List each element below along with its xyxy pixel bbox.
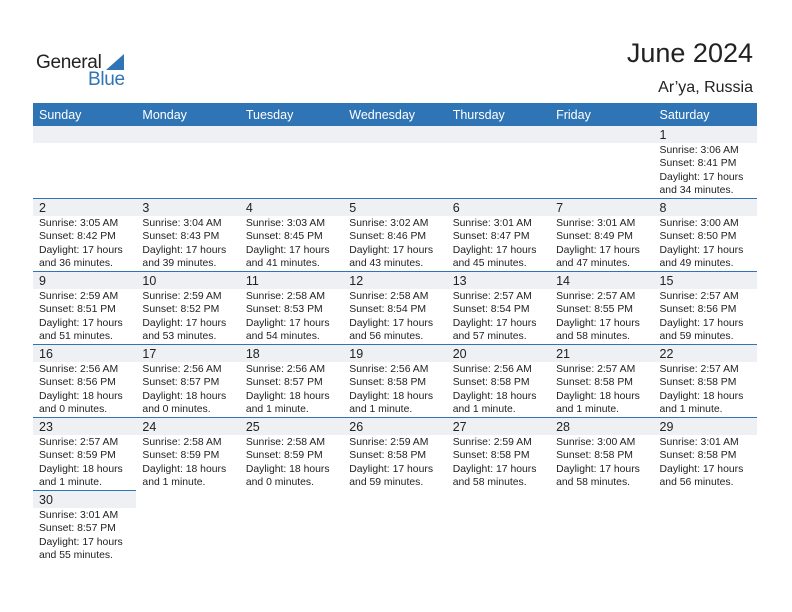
sunset-text: Sunset: 8:58 PM xyxy=(452,377,530,389)
weekday-header: Monday xyxy=(136,103,239,126)
empty-day-strip xyxy=(240,126,343,143)
sunset-text: Sunset: 8:57 PM xyxy=(245,377,323,389)
day-number: 8 xyxy=(654,199,757,216)
daylight-text: Daylight: 17 hours xyxy=(245,317,330,329)
daylight-text: and 0 minutes. xyxy=(142,403,211,415)
day-cell xyxy=(343,345,446,418)
day-cell xyxy=(136,345,239,418)
day-number: 11 xyxy=(240,272,343,289)
logo xyxy=(36,52,146,92)
day-cell xyxy=(33,491,136,564)
week-row xyxy=(33,272,757,345)
day-info xyxy=(240,289,343,343)
sunset-text: Sunset: 8:58 PM xyxy=(349,377,427,389)
sunrise-text: Sunrise: 2:59 AM xyxy=(349,437,429,448)
day-number: 9 xyxy=(33,272,136,289)
sunrise-text: Sunrise: 3:01 AM xyxy=(39,510,119,521)
sunrise-text: Sunrise: 2:57 AM xyxy=(659,291,739,302)
empty-day-cell xyxy=(550,491,653,564)
day-cell xyxy=(447,345,550,418)
daylight-text: Daylight: 17 hours xyxy=(39,244,123,256)
daylight-text: and 1 minute. xyxy=(556,403,620,415)
daylight-text: Daylight: 17 hours xyxy=(142,317,227,329)
daylight-text: Daylight: 17 hours xyxy=(39,317,123,329)
day-cell xyxy=(550,199,653,272)
sunrise-text: Sunrise: 2:57 AM xyxy=(659,364,739,375)
daylight-text: Daylight: 17 hours xyxy=(659,317,744,329)
day-number: 16 xyxy=(33,345,136,362)
daylight-text: and 1 minute. xyxy=(245,403,309,415)
day-number: 10 xyxy=(136,272,239,289)
day-number: 6 xyxy=(447,199,550,216)
empty-day-strip xyxy=(447,491,550,508)
sunset-text: Sunset: 8:54 PM xyxy=(452,304,530,316)
day-info xyxy=(33,435,136,489)
sunset-text: Sunset: 8:58 PM xyxy=(659,450,737,462)
daylight-text: Daylight: 17 hours xyxy=(659,171,744,183)
sunset-text: Sunset: 8:47 PM xyxy=(452,231,530,243)
sunrise-text: Sunrise: 3:00 AM xyxy=(556,437,636,448)
weekday-header: Sunday xyxy=(33,103,136,126)
daylight-text: Daylight: 18 hours xyxy=(556,390,640,402)
week-row xyxy=(33,491,757,564)
sunrise-text: Sunrise: 3:01 AM xyxy=(452,218,532,229)
daylight-text: Daylight: 17 hours xyxy=(452,463,537,475)
weekday-header: Thursday xyxy=(447,103,550,126)
empty-day-strip xyxy=(343,126,446,143)
sunrise-text: Sunrise: 2:56 AM xyxy=(39,364,119,375)
day-info xyxy=(136,289,239,343)
sunrise-text: Sunrise: 2:58 AM xyxy=(349,291,429,302)
day-number: 15 xyxy=(654,272,757,289)
day-cell xyxy=(447,418,550,491)
sunrise-text: Sunrise: 3:03 AM xyxy=(245,218,325,229)
day-cell xyxy=(33,199,136,272)
daylight-text: and 53 minutes. xyxy=(142,330,217,342)
empty-day-cell xyxy=(550,126,653,199)
day-cell xyxy=(343,418,446,491)
sunrise-text: Sunrise: 3:01 AM xyxy=(659,437,739,448)
weekday-header: Tuesday xyxy=(240,103,343,126)
daylight-text: and 1 minute. xyxy=(349,403,413,415)
daylight-text: and 0 minutes. xyxy=(245,476,315,488)
day-cell xyxy=(240,272,343,345)
day-number: 13 xyxy=(447,272,550,289)
day-cell xyxy=(447,272,550,345)
location-label: Ar’ya, Russia xyxy=(658,79,753,96)
empty-day-cell xyxy=(136,491,239,564)
day-cell xyxy=(654,418,757,491)
daylight-text: Daylight: 17 hours xyxy=(245,244,330,256)
sunrise-text: Sunrise: 2:59 AM xyxy=(452,437,532,448)
day-info xyxy=(33,289,136,343)
daylight-text: and 43 minutes. xyxy=(349,257,424,269)
sunrise-text: Sunrise: 2:56 AM xyxy=(452,364,532,375)
logo-triangle-icon xyxy=(106,54,124,70)
sunrise-text: Sunrise: 2:56 AM xyxy=(349,364,429,375)
daylight-text: Daylight: 18 hours xyxy=(659,390,744,402)
daylight-text: Daylight: 17 hours xyxy=(349,317,434,329)
day-info xyxy=(33,508,136,562)
daylight-text: Daylight: 17 hours xyxy=(452,244,537,256)
daylight-text: Daylight: 17 hours xyxy=(39,536,123,548)
day-number: 2 xyxy=(33,199,136,216)
day-cell xyxy=(654,199,757,272)
day-info xyxy=(136,362,239,416)
daylight-text: Daylight: 17 hours xyxy=(349,244,434,256)
weekday-header: Friday xyxy=(550,103,653,126)
daylight-text: Daylight: 17 hours xyxy=(659,463,744,475)
sunset-text: Sunset: 8:51 PM xyxy=(39,304,116,316)
day-cell xyxy=(240,199,343,272)
daylight-text: Daylight: 18 hours xyxy=(349,390,434,402)
daylight-text: and 45 minutes. xyxy=(452,257,527,269)
sunset-text: Sunset: 8:59 PM xyxy=(39,450,116,462)
sunrise-text: Sunrise: 2:58 AM xyxy=(245,291,325,302)
sunrise-text: Sunrise: 2:58 AM xyxy=(245,437,325,448)
day-info xyxy=(343,216,446,270)
day-info xyxy=(654,362,757,416)
sunrise-text: Sunrise: 2:57 AM xyxy=(452,291,532,302)
daylight-text: and 1 minute. xyxy=(659,403,723,415)
day-number: 7 xyxy=(550,199,653,216)
daylight-text: Daylight: 18 hours xyxy=(245,463,330,475)
day-number: 26 xyxy=(343,418,446,435)
day-number: 30 xyxy=(33,491,136,508)
week-row xyxy=(33,199,757,272)
daylight-text: Daylight: 17 hours xyxy=(659,244,744,256)
daylight-text: and 59 minutes. xyxy=(349,476,424,488)
daylight-text: Daylight: 18 hours xyxy=(39,463,123,475)
weekday-header-row xyxy=(33,103,757,126)
calendar-table xyxy=(33,103,757,563)
daylight-text: Daylight: 18 hours xyxy=(452,390,537,402)
daylight-text: and 39 minutes. xyxy=(142,257,217,269)
day-info xyxy=(33,216,136,270)
weekday-header: Saturday xyxy=(654,103,757,126)
day-number: 23 xyxy=(33,418,136,435)
day-cell xyxy=(654,272,757,345)
daylight-text: Daylight: 18 hours xyxy=(39,390,123,402)
day-info xyxy=(240,362,343,416)
day-info xyxy=(240,435,343,489)
sunrise-text: Sunrise: 2:59 AM xyxy=(142,291,222,302)
sunrise-text: Sunrise: 3:05 AM xyxy=(39,218,119,229)
sunset-text: Sunset: 8:58 PM xyxy=(349,450,427,462)
logo-text-blue: Blue xyxy=(88,69,125,90)
day-number: 27 xyxy=(447,418,550,435)
daylight-text: Daylight: 17 hours xyxy=(452,317,537,329)
day-number: 14 xyxy=(550,272,653,289)
sunrise-text: Sunrise: 2:56 AM xyxy=(245,364,325,375)
daylight-text: and 34 minutes. xyxy=(659,184,734,196)
daylight-text: and 57 minutes. xyxy=(452,330,527,342)
empty-day-strip xyxy=(550,491,653,508)
daylight-text: and 59 minutes. xyxy=(659,330,734,342)
sunrise-text: Sunrise: 2:59 AM xyxy=(39,291,119,302)
daylight-text: and 56 minutes. xyxy=(659,476,734,488)
sunset-text: Sunset: 8:56 PM xyxy=(659,304,737,316)
sunset-text: Sunset: 8:54 PM xyxy=(349,304,427,316)
day-number: 3 xyxy=(136,199,239,216)
daylight-text: and 1 minute. xyxy=(142,476,206,488)
empty-day-strip xyxy=(136,126,239,143)
daylight-text: and 0 minutes. xyxy=(39,403,108,415)
empty-day-cell xyxy=(240,491,343,564)
sunset-text: Sunset: 8:49 PM xyxy=(556,231,633,243)
day-info xyxy=(136,435,239,489)
sunrise-text: Sunrise: 2:57 AM xyxy=(556,364,636,375)
empty-day-cell xyxy=(343,126,446,199)
day-info xyxy=(33,362,136,416)
empty-day-strip xyxy=(550,126,653,143)
day-number: 20 xyxy=(447,345,550,362)
day-cell xyxy=(33,345,136,418)
day-info xyxy=(550,435,653,489)
day-cell xyxy=(550,345,653,418)
week-row xyxy=(33,418,757,491)
day-number: 25 xyxy=(240,418,343,435)
daylight-text: and 51 minutes. xyxy=(39,330,113,342)
sunset-text: Sunset: 8:58 PM xyxy=(556,377,633,389)
sunset-text: Sunset: 8:57 PM xyxy=(142,377,220,389)
day-info xyxy=(447,435,550,489)
sunset-text: Sunset: 8:43 PM xyxy=(142,231,220,243)
day-info xyxy=(654,289,757,343)
daylight-text: and 41 minutes. xyxy=(245,257,320,269)
day-number: 18 xyxy=(240,345,343,362)
day-number: 29 xyxy=(654,418,757,435)
day-number: 28 xyxy=(550,418,653,435)
sunset-text: Sunset: 8:58 PM xyxy=(659,377,737,389)
empty-day-cell xyxy=(33,126,136,199)
daylight-text: Daylight: 17 hours xyxy=(556,317,640,329)
day-cell xyxy=(33,418,136,491)
daylight-text: Daylight: 18 hours xyxy=(142,463,227,475)
empty-day-strip xyxy=(343,491,446,508)
day-info xyxy=(343,362,446,416)
daylight-text: and 49 minutes. xyxy=(659,257,734,269)
daylight-text: Daylight: 17 hours xyxy=(349,463,434,475)
day-cell xyxy=(136,199,239,272)
empty-day-cell xyxy=(654,491,757,564)
day-number: 19 xyxy=(343,345,446,362)
day-info xyxy=(240,216,343,270)
day-info xyxy=(343,435,446,489)
daylight-text: Daylight: 18 hours xyxy=(245,390,330,402)
daylight-text: and 47 minutes. xyxy=(556,257,631,269)
week-row xyxy=(33,345,757,418)
day-info xyxy=(550,216,653,270)
day-cell xyxy=(550,272,653,345)
day-info xyxy=(654,216,757,270)
empty-day-cell xyxy=(136,126,239,199)
day-cell xyxy=(136,272,239,345)
sunset-text: Sunset: 8:53 PM xyxy=(245,304,323,316)
daylight-text: Daylight: 17 hours xyxy=(556,463,640,475)
daylight-text: Daylight: 17 hours xyxy=(142,244,227,256)
day-number: 22 xyxy=(654,345,757,362)
sunrise-text: Sunrise: 3:00 AM xyxy=(659,218,739,229)
sunset-text: Sunset: 8:52 PM xyxy=(142,304,220,316)
sunset-text: Sunset: 8:58 PM xyxy=(452,450,530,462)
day-info xyxy=(447,362,550,416)
daylight-text: and 55 minutes. xyxy=(39,549,113,561)
day-info xyxy=(654,143,757,197)
day-info xyxy=(447,289,550,343)
daylight-text: and 54 minutes. xyxy=(245,330,320,342)
daylight-text: and 58 minutes. xyxy=(556,476,631,488)
day-cell xyxy=(654,345,757,418)
sunrise-text: Sunrise: 2:56 AM xyxy=(142,364,222,375)
sunset-text: Sunset: 8:56 PM xyxy=(39,377,116,389)
sunset-text: Sunset: 8:58 PM xyxy=(556,450,633,462)
day-info xyxy=(550,289,653,343)
sunset-text: Sunset: 8:55 PM xyxy=(556,304,633,316)
empty-day-cell xyxy=(447,126,550,199)
page-title: June 2024 xyxy=(626,38,753,68)
day-cell xyxy=(240,418,343,491)
day-info xyxy=(654,435,757,489)
day-number: 21 xyxy=(550,345,653,362)
day-cell xyxy=(343,272,446,345)
daylight-text: and 58 minutes. xyxy=(452,476,527,488)
day-cell xyxy=(33,272,136,345)
empty-day-cell xyxy=(240,126,343,199)
daylight-text: Daylight: 17 hours xyxy=(556,244,640,256)
sunrise-text: Sunrise: 2:57 AM xyxy=(556,291,636,302)
day-info xyxy=(550,362,653,416)
sunset-text: Sunset: 8:46 PM xyxy=(349,231,427,243)
daylight-text: and 1 minute. xyxy=(39,476,102,488)
sunset-text: Sunset: 8:45 PM xyxy=(245,231,323,243)
calendar-body xyxy=(33,126,757,563)
day-number: 5 xyxy=(343,199,446,216)
sunset-text: Sunset: 8:59 PM xyxy=(245,450,323,462)
day-cell xyxy=(343,199,446,272)
sunrise-text: Sunrise: 3:01 AM xyxy=(556,218,636,229)
day-cell xyxy=(550,418,653,491)
day-cell xyxy=(136,418,239,491)
day-cell xyxy=(654,126,757,199)
sunset-text: Sunset: 8:59 PM xyxy=(142,450,220,462)
day-number: 24 xyxy=(136,418,239,435)
sunrise-text: Sunrise: 2:58 AM xyxy=(142,437,222,448)
empty-day-strip xyxy=(654,491,757,508)
empty-day-strip xyxy=(33,126,136,143)
day-number: 17 xyxy=(136,345,239,362)
sunrise-text: Sunrise: 2:57 AM xyxy=(39,437,119,448)
empty-day-strip xyxy=(447,126,550,143)
day-number: 4 xyxy=(240,199,343,216)
empty-day-cell xyxy=(447,491,550,564)
daylight-text: and 56 minutes. xyxy=(349,330,424,342)
day-info xyxy=(343,289,446,343)
sunrise-text: Sunrise: 3:04 AM xyxy=(142,218,222,229)
day-info xyxy=(136,216,239,270)
logo-text-general: General xyxy=(36,52,102,73)
day-number: 12 xyxy=(343,272,446,289)
empty-day-cell xyxy=(343,491,446,564)
empty-day-strip xyxy=(136,491,239,508)
day-number: 1 xyxy=(654,126,757,143)
sunset-text: Sunset: 8:42 PM xyxy=(39,231,116,243)
daylight-text: Daylight: 18 hours xyxy=(142,390,227,402)
sunset-text: Sunset: 8:50 PM xyxy=(659,231,737,243)
sunset-text: Sunset: 8:41 PM xyxy=(659,158,737,170)
sunrise-text: Sunrise: 3:06 AM xyxy=(659,145,739,156)
daylight-text: and 36 minutes. xyxy=(39,257,113,269)
day-cell xyxy=(447,199,550,272)
daylight-text: and 1 minute. xyxy=(452,403,516,415)
day-info xyxy=(447,216,550,270)
weekday-header: Wednesday xyxy=(343,103,446,126)
empty-day-strip xyxy=(240,491,343,508)
sunset-text: Sunset: 8:57 PM xyxy=(39,523,116,535)
week-row xyxy=(33,126,757,199)
day-cell xyxy=(240,345,343,418)
sunrise-text: Sunrise: 3:02 AM xyxy=(349,218,429,229)
daylight-text: and 58 minutes. xyxy=(556,330,631,342)
